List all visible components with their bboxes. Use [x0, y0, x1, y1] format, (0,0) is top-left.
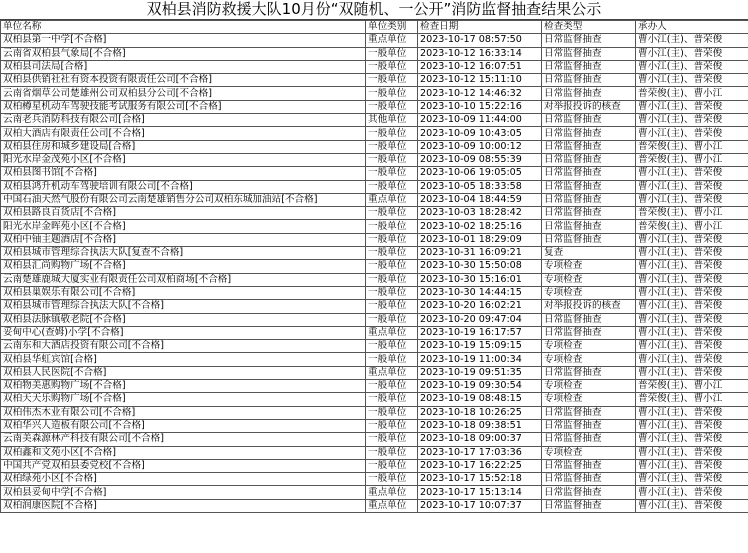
cell-unit-name[interactable]: 中国石油天然气股份有限公司云南楚雄销售分公司双柏东城加油站[不合格]: [1, 193, 366, 206]
cell-inspection-type[interactable]: 专项检查: [542, 353, 636, 366]
table-row: [1, 486, 748, 499]
cell-handler[interactable]: 普荣俊(主)、曹小江: [636, 380, 748, 393]
cell-unit-name[interactable]: 阳光水岸金茂苑小区[不合格]: [1, 153, 366, 166]
cell-unit-category[interactable]: 一般单位: [366, 153, 418, 166]
cell-unit-category[interactable]: 重点单位: [366, 366, 418, 379]
cell-unit-category[interactable]: 重点单位: [366, 34, 418, 47]
cell-unit-category[interactable]: 一般单位: [366, 220, 418, 233]
cell-handler[interactable]: 曹小江(主)、普荣俊: [636, 366, 748, 379]
cell-handler[interactable]: 曹小江(主)、普荣俊: [636, 340, 748, 353]
table-row: [1, 127, 748, 140]
header-row: [1, 21, 748, 34]
cell-inspection-type[interactable]: 日常监督抽查: [542, 60, 636, 73]
cell-inspection-date[interactable]: 2023-10-12 15:11:10: [418, 74, 542, 87]
cell-inspection-type[interactable]: 专项检查: [542, 340, 636, 353]
cell-inspection-type[interactable]: 专项检查: [542, 273, 636, 286]
table-row: [1, 459, 748, 472]
cell-unit-category[interactable]: 一般单位: [366, 247, 418, 260]
table-row: [1, 87, 748, 100]
cell-inspection-date[interactable]: 2023-10-17 10:07:37: [418, 499, 542, 512]
cell-unit-name[interactable]: 双柏润康医院[不合格]: [1, 499, 366, 512]
header-handler[interactable]: 承办人: [636, 21, 748, 34]
cell-unit-category[interactable]: 一般单位: [366, 87, 418, 100]
cell-inspection-type[interactable]: 日常监督抽查: [542, 459, 636, 472]
cell-inspection-type[interactable]: 日常监督抽查: [542, 167, 636, 180]
cell-handler[interactable]: 曹小江(主)、普荣俊: [636, 47, 748, 60]
cell-inspection-type[interactable]: 日常监督抽查: [542, 74, 636, 87]
cell-unit-name[interactable]: 中国共产党双柏县委党校[不合格]: [1, 459, 366, 472]
cell-inspection-date[interactable]: 2023-10-09 11:44:00: [418, 114, 542, 127]
cell-unit-name[interactable]: 双柏县华虹宾馆[合格]: [1, 353, 366, 366]
cell-inspection-date[interactable]: 2023-10-09 08:55:39: [418, 153, 542, 166]
cell-handler[interactable]: 曹小江(主)、普荣俊: [636, 167, 748, 180]
cell-inspection-date[interactable]: 2023-10-30 15:50:08: [418, 260, 542, 273]
cell-inspection-date[interactable]: 2023-10-20 16:02:21: [418, 300, 542, 313]
cell-handler[interactable]: 曹小江(主)、普荣俊: [636, 286, 748, 299]
cell-unit-category[interactable]: 一般单位: [366, 167, 418, 180]
table-row: [1, 406, 748, 419]
cell-unit-category[interactable]: 一般单位: [366, 313, 418, 326]
cell-unit-name[interactable]: 双柏大酒店有限责任公司[不合格]: [1, 127, 366, 140]
cell-unit-name[interactable]: 双柏华兴人造板有限公司[不合格]: [1, 419, 366, 432]
cell-unit-category[interactable]: 一般单位: [366, 380, 418, 393]
table-row: [1, 366, 748, 379]
cell-handler[interactable]: 曹小江(主)、普荣俊: [636, 499, 748, 512]
cell-unit-name[interactable]: 双柏物美惠购物广场[不合格]: [1, 380, 366, 393]
cell-inspection-date[interactable]: 2023-10-17 08:57:50: [418, 34, 542, 47]
table-row: [1, 446, 748, 459]
cell-handler[interactable]: 曹小江(主)、普荣俊: [636, 273, 748, 286]
cell-unit-name[interactable]: 双柏县住房和城乡建设局[合格]: [1, 140, 366, 153]
table-row: [1, 326, 748, 339]
cell-inspection-type[interactable]: 日常监督抽查: [542, 127, 636, 140]
cell-inspection-type[interactable]: 日常监督抽查: [542, 153, 636, 166]
header-unit-category[interactable]: 单位类别: [366, 21, 418, 34]
cell-inspection-type[interactable]: 日常监督抽查: [542, 87, 636, 100]
cell-handler[interactable]: 曹小江(主)、普荣俊: [636, 260, 748, 273]
cell-inspection-date[interactable]: 2023-10-04 18:44:59: [418, 193, 542, 206]
cell-inspection-date[interactable]: 2023-10-02 18:25:16: [418, 220, 542, 233]
cell-unit-name[interactable]: 云南省烟草公司楚雄州公司双柏县分公司[不合格]: [1, 87, 366, 100]
cell-unit-category[interactable]: 一般单位: [366, 47, 418, 60]
cell-inspection-type[interactable]: 日常监督抽查: [542, 486, 636, 499]
cell-inspection-date[interactable]: 2023-10-17 16:22:25: [418, 459, 542, 472]
cell-unit-name[interactable]: 双柏县法脉镇敬老院[不合格]: [1, 313, 366, 326]
cell-unit-category[interactable]: 一般单位: [366, 419, 418, 432]
cell-unit-category[interactable]: 一般单位: [366, 340, 418, 353]
cell-inspection-type[interactable]: 日常监督抽查: [542, 47, 636, 60]
cell-inspection-date[interactable]: 2023-10-18 09:38:51: [418, 419, 542, 432]
cell-unit-name[interactable]: 双柏县城市管理综合执法大队[复查不合格]: [1, 247, 366, 260]
table-row: [1, 34, 748, 47]
table-row: [1, 180, 748, 193]
cell-inspection-date[interactable]: 2023-10-19 09:51:35: [418, 366, 542, 379]
cell-inspection-type[interactable]: 复查: [542, 247, 636, 260]
table-row: [1, 380, 748, 393]
cell-inspection-type[interactable]: 日常监督抽查: [542, 193, 636, 206]
cell-unit-name[interactable]: 妥甸中心(查姆)小学[不合格]: [1, 326, 366, 339]
cell-inspection-type[interactable]: 专项检查: [542, 286, 636, 299]
cell-unit-category[interactable]: 一般单位: [366, 127, 418, 140]
table-row: [1, 499, 748, 512]
cell-inspection-type[interactable]: 专项检查: [542, 260, 636, 273]
cell-unit-category[interactable]: 一般单位: [366, 233, 418, 246]
cell-handler[interactable]: 曹小江(主)、普荣俊: [636, 300, 748, 313]
cell-inspection-type[interactable]: 日常监督抽查: [542, 207, 636, 220]
cell-unit-category[interactable]: 一般单位: [366, 273, 418, 286]
cell-inspection-type[interactable]: 日常监督抽查: [542, 114, 636, 127]
cell-unit-category[interactable]: 一般单位: [366, 393, 418, 406]
cell-inspection-type[interactable]: 日常监督抽查: [542, 366, 636, 379]
cell-unit-name[interactable]: 双柏天天乐购物广场[不合格]: [1, 393, 366, 406]
cell-handler[interactable]: 曹小江(主)、普荣俊: [636, 233, 748, 246]
cell-inspection-date[interactable]: 2023-10-30 14:44:15: [418, 286, 542, 299]
header-inspection-type[interactable]: 检查类型: [542, 21, 636, 34]
table-row: [1, 353, 748, 366]
cell-unit-category[interactable]: 一般单位: [366, 433, 418, 446]
table-row: [1, 473, 748, 486]
cell-inspection-date[interactable]: 2023-10-31 16:09:21: [418, 247, 542, 260]
cell-inspection-type[interactable]: 日常监督抽查: [542, 34, 636, 47]
cell-unit-category[interactable]: 一般单位: [366, 459, 418, 472]
cell-handler[interactable]: 曹小江(主)、普荣俊: [636, 313, 748, 326]
cell-unit-category[interactable]: 一般单位: [366, 74, 418, 87]
cell-inspection-type[interactable]: 日常监督抽查: [542, 233, 636, 246]
cell-unit-category[interactable]: 一般单位: [366, 260, 418, 273]
table-row: [1, 60, 748, 73]
cell-unit-name[interactable]: 双柏县路良百货店[不合格]: [1, 207, 366, 220]
cell-unit-name[interactable]: 双柏县供销社社有资本投资有限责任公司[不合格]: [1, 74, 366, 87]
cell-handler[interactable]: 普荣俊(主)、曹小江: [636, 393, 748, 406]
table-row: [1, 140, 748, 153]
cell-inspection-date[interactable]: 2023-10-19 11:00:34: [418, 353, 542, 366]
sheet-title: 双柏县消防救援大队10月份“双随机、一公开”消防监督抽查结果公示: [0, 0, 748, 20]
cell-unit-category[interactable]: 重点单位: [366, 486, 418, 499]
cell-handler[interactable]: 曹小江(主)、普荣俊: [636, 433, 748, 446]
cell-handler[interactable]: 曹小江(主)、普荣俊: [636, 193, 748, 206]
cell-inspection-type[interactable]: 日常监督抽查: [542, 473, 636, 486]
cell-inspection-date[interactable]: 2023-10-12 14:46:32: [418, 87, 542, 100]
cell-handler[interactable]: 普荣俊(主)、曹小江: [636, 87, 748, 100]
cell-handler[interactable]: 曹小江(主)、普荣俊: [636, 34, 748, 47]
cell-unit-category[interactable]: 一般单位: [366, 180, 418, 193]
table-row: [1, 313, 748, 326]
table-row: [1, 47, 748, 60]
cell-inspection-date[interactable]: 2023-10-17 15:52:18: [418, 473, 542, 486]
cell-handler[interactable]: 曹小江(主)、普荣俊: [636, 473, 748, 486]
cell-unit-category[interactable]: 一般单位: [366, 100, 418, 113]
cell-inspection-type[interactable]: 专项检查: [542, 393, 636, 406]
cell-unit-name[interactable]: 双柏县巢娱乐有限公司[不合格]: [1, 286, 366, 299]
cell-handler[interactable]: 曹小江(主)、普荣俊: [636, 247, 748, 260]
cell-handler[interactable]: 曹小江(主)、普荣俊: [636, 486, 748, 499]
cell-handler[interactable]: 曹小江(主)、普荣俊: [636, 180, 748, 193]
cell-unit-name[interactable]: 双柏樽星机动车驾驶技能考试服务有限公司[不合格]: [1, 100, 366, 113]
cell-unit-name[interactable]: 双柏县第一中学[不合格]: [1, 34, 366, 47]
cell-inspection-type[interactable]: 日常监督抽查: [542, 313, 636, 326]
table-row: [1, 247, 748, 260]
cell-unit-category[interactable]: 一般单位: [366, 406, 418, 419]
cell-handler[interactable]: 普荣俊(主)、曹小江: [636, 207, 748, 220]
cell-unit-category[interactable]: 一般单位: [366, 473, 418, 486]
cell-handler[interactable]: 曹小江(主)、普荣俊: [636, 353, 748, 366]
table-row: [1, 286, 748, 299]
cell-inspection-type[interactable]: 日常监督抽查: [542, 220, 636, 233]
table-row: [1, 153, 748, 166]
cell-handler[interactable]: 曹小江(主)、普荣俊: [636, 114, 748, 127]
cell-inspection-type[interactable]: 专项检查: [542, 380, 636, 393]
cell-inspection-type[interactable]: 日常监督抽查: [542, 180, 636, 193]
cell-unit-category[interactable]: 一般单位: [366, 300, 418, 313]
cell-unit-name[interactable]: 云南楚雄鹿城大厦实业有限责任公司双柏商场[不合格]: [1, 273, 366, 286]
table-row: [1, 193, 748, 206]
cell-unit-name[interactable]: 双柏县司法局[合格]: [1, 60, 366, 73]
cell-inspection-type[interactable]: 对举报投诉的核查: [542, 300, 636, 313]
cell-handler[interactable]: 曹小江(主)、普荣俊: [636, 74, 748, 87]
table-row: [1, 167, 748, 180]
cell-unit-name[interactable]: 双柏县鸿升机动车驾驶培训有限公司[不合格]: [1, 180, 366, 193]
cell-inspection-date[interactable]: 2023-10-19 08:48:15: [418, 393, 542, 406]
cell-unit-name[interactable]: 云南美森源林产科技有限公司[不合格]: [1, 433, 366, 446]
table-row: [1, 419, 748, 432]
cell-inspection-type[interactable]: 日常监督抽查: [542, 326, 636, 339]
cell-unit-category[interactable]: 重点单位: [366, 193, 418, 206]
cell-inspection-date[interactable]: 2023-10-12 16:33:14: [418, 47, 542, 60]
cell-unit-category[interactable]: 一般单位: [366, 60, 418, 73]
cell-handler[interactable]: 曹小江(主)、普荣俊: [636, 326, 748, 339]
cell-handler[interactable]: 普荣俊(主)、曹小江: [636, 153, 748, 166]
cell-unit-name[interactable]: 双柏中铀主题酒店[不合格]: [1, 233, 366, 246]
cell-inspection-date[interactable]: 2023-10-10 15:22:16: [418, 100, 542, 113]
cell-handler[interactable]: 曹小江(主)、普荣俊: [636, 100, 748, 113]
cell-inspection-type[interactable]: 日常监督抽查: [542, 433, 636, 446]
cell-inspection-date[interactable]: 2023-10-17 17:03:36: [418, 446, 542, 459]
cell-unit-name[interactable]: 双柏县妥甸中学[不合格]: [1, 486, 366, 499]
cell-inspection-date[interactable]: 2023-10-03 18:28:42: [418, 207, 542, 220]
cell-handler[interactable]: 曹小江(主)、普荣俊: [636, 419, 748, 432]
cell-inspection-type[interactable]: 专项检查: [542, 446, 636, 459]
cell-handler[interactable]: 曹小江(主)、普荣俊: [636, 127, 748, 140]
cell-inspection-type[interactable]: 日常监督抽查: [542, 499, 636, 512]
table-row: [1, 100, 748, 113]
cell-inspection-date[interactable]: 2023-10-05 18:33:58: [418, 180, 542, 193]
cell-unit-name[interactable]: 双柏绿苑小区[不合格]: [1, 473, 366, 486]
cell-inspection-date[interactable]: 2023-10-06 19:05:05: [418, 167, 542, 180]
cell-inspection-type[interactable]: 日常监督抽查: [542, 140, 636, 153]
cell-inspection-date[interactable]: 2023-10-19 16:17:57: [418, 326, 542, 339]
cell-inspection-date[interactable]: 2023-10-19 15:09:15: [418, 340, 542, 353]
cell-inspection-date[interactable]: 2023-10-19 09:30:54: [418, 380, 542, 393]
cell-handler[interactable]: 曹小江(主)、普荣俊: [636, 459, 748, 472]
cell-inspection-date[interactable]: 2023-10-17 15:13:14: [418, 486, 542, 499]
cell-inspection-date[interactable]: 2023-10-18 09:00:37: [418, 433, 542, 446]
table-row: [1, 393, 748, 406]
cell-unit-category[interactable]: 重点单位: [366, 326, 418, 339]
cell-handler[interactable]: 普荣俊(主)、曹小江: [636, 220, 748, 233]
cell-inspection-date[interactable]: 2023-10-20 09:47:04: [418, 313, 542, 326]
table-row: [1, 207, 748, 220]
cell-handler[interactable]: 曹小江(主)、普荣俊: [636, 446, 748, 459]
table-row: [1, 114, 748, 127]
cell-unit-category[interactable]: 其他单位: [366, 114, 418, 127]
cell-unit-name[interactable]: 云南省双柏县气象局[不合格]: [1, 47, 366, 60]
cell-unit-category[interactable]: 一般单位: [366, 140, 418, 153]
table-row: [1, 220, 748, 233]
table-row: [1, 300, 748, 313]
cell-handler[interactable]: 普荣俊(主)、曹小江: [636, 140, 748, 153]
cell-unit-category[interactable]: 一般单位: [366, 286, 418, 299]
cell-inspection-date[interactable]: 2023-10-09 10:43:05: [418, 127, 542, 140]
cell-unit-category[interactable]: 重点单位: [366, 499, 418, 512]
header-inspection-date[interactable]: 检查日期: [418, 21, 542, 34]
table-row: [1, 260, 748, 273]
cell-unit-category[interactable]: 一般单位: [366, 207, 418, 220]
cell-inspection-type[interactable]: 对举报投诉的核查: [542, 100, 636, 113]
table-row: [1, 433, 748, 446]
cell-unit-name[interactable]: 双柏伟杰木业有限公司[不合格]: [1, 406, 366, 419]
cell-inspection-date[interactable]: 2023-10-09 10:00:12: [418, 140, 542, 153]
table-row: [1, 340, 748, 353]
cell-handler[interactable]: 曹小江(主)、普荣俊: [636, 406, 748, 419]
cell-unit-name[interactable]: 双柏鑫和文苑小区[不合格]: [1, 446, 366, 459]
cell-unit-category[interactable]: 一般单位: [366, 446, 418, 459]
cell-unit-name[interactable]: 双柏县城市管理综合执法大队[不合格]: [1, 300, 366, 313]
cell-inspection-type[interactable]: 日常监督抽查: [542, 419, 636, 432]
cell-inspection-date[interactable]: 2023-10-01 18:29:09: [418, 233, 542, 246]
cell-unit-name[interactable]: 双柏县汇尚购物广场[不合格]: [1, 260, 366, 273]
cell-inspection-date[interactable]: 2023-10-12 16:07:51: [418, 60, 542, 73]
table-row: [1, 233, 748, 246]
cell-unit-category[interactable]: 一般单位: [366, 353, 418, 366]
cell-unit-name[interactable]: 双柏县人民医院[不合格]: [1, 366, 366, 379]
cell-unit-name[interactable]: 云南东和大酒店投资有限公司[不合格]: [1, 340, 366, 353]
cell-unit-name[interactable]: 阳光水岸金晖苑小区[不合格]: [1, 220, 366, 233]
cell-unit-name[interactable]: 双柏县图书馆[不合格]: [1, 167, 366, 180]
table-row: [1, 273, 748, 286]
inspection-results-table: [0, 20, 748, 513]
cell-inspection-date[interactable]: 2023-10-18 10:26:25: [418, 406, 542, 419]
header-unit-name[interactable]: 单位名称: [1, 21, 366, 34]
cell-handler[interactable]: 曹小江(主)、普荣俊: [636, 60, 748, 73]
table-row: [1, 74, 748, 87]
cell-inspection-type[interactable]: 日常监督抽查: [542, 406, 636, 419]
cell-unit-name[interactable]: 云南老兵消防科技有限公司[合格]: [1, 114, 366, 127]
cell-inspection-date[interactable]: 2023-10-30 15:16:01: [418, 273, 542, 286]
